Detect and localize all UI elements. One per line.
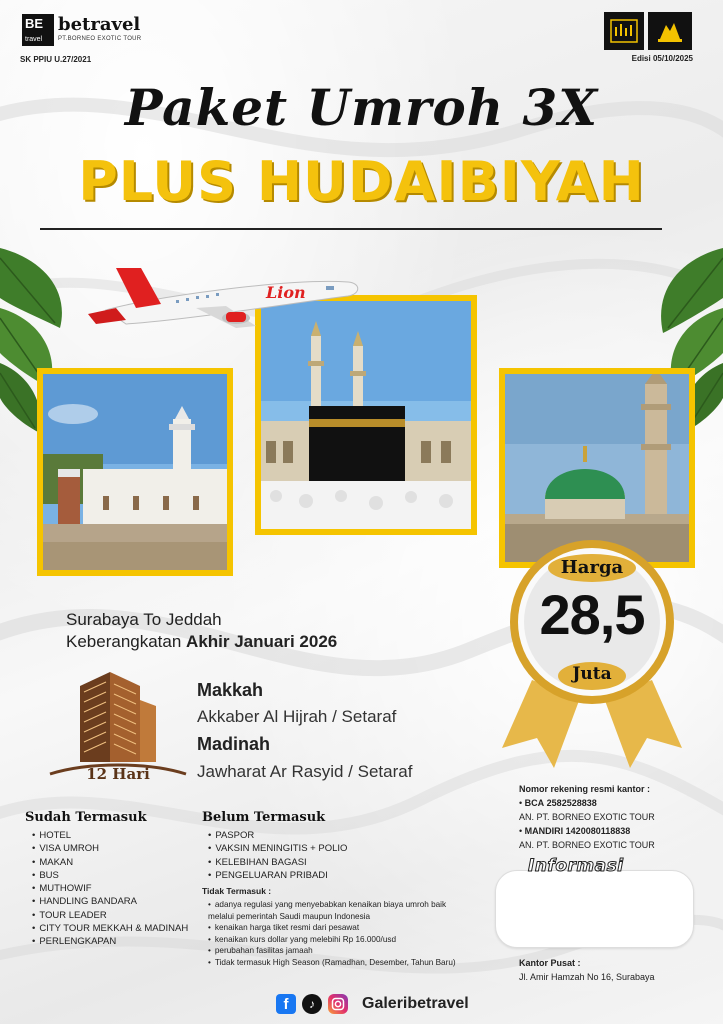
- bank-account-bca: • BCA 2582528838: [519, 798, 597, 808]
- departure-text: Keberangkatan Akhir Januari 2026: [66, 632, 338, 651]
- list-item: • PENGELUARAN PRIBADI: [208, 869, 347, 882]
- included-list: [32, 829, 188, 949]
- list-item: • kenaikan kurs dollar yang melebihi Rp 16.000/usd: [208, 934, 458, 946]
- bank-holder-mandiri: AN. PT. BORNEO EXOTIC TOUR: [519, 840, 655, 850]
- hotel-name-madinah: Jawharat Ar Rasyid / Setaraf: [197, 762, 413, 781]
- social-bar: [276, 994, 469, 1014]
- bank-title: Nomor rekening resmi kantor :: [519, 784, 651, 794]
- title-divider: [40, 228, 662, 230]
- edition-date: Edisi 05/10/2025: [631, 54, 693, 63]
- amphuri-badge-icon: [648, 12, 692, 50]
- svg-text:Lion: Lion: [266, 283, 306, 302]
- route-text: Surabaya To Jeddah: [66, 610, 222, 629]
- list-item: • MAKAN: [32, 856, 188, 869]
- photo-hudaibiyah-mosque: [37, 368, 233, 576]
- list-item: • MUTHOWIF: [32, 882, 188, 895]
- list-item: • BUS: [32, 869, 188, 882]
- brand-tagline: PT.BORNEO EXOTIC TOUR: [58, 36, 142, 42]
- photo-nabawi-mosque: [499, 368, 695, 568]
- office-address-text: Jl. Amir Hamzah No 16, Surabaya: [519, 972, 655, 982]
- list-item: • HANDLING BANDARA: [32, 895, 188, 908]
- hotel-city-madinah: Madinah: [197, 734, 271, 754]
- not-included-title: Tidak Termasuk :: [202, 886, 272, 896]
- price-amount: 28,5: [539, 583, 645, 646]
- office-title: Kantor Pusat :: [519, 958, 581, 968]
- price-unit: Juta: [572, 664, 612, 684]
- title-line-1: Paket Umroh 3X: [124, 78, 599, 137]
- list-item: • perubahan fasilitas jamaah: [208, 945, 458, 957]
- excluded-title: Belum Termasuk: [202, 810, 326, 825]
- list-item: • CITY TOUR MEKKAH & MADINAH: [32, 922, 188, 935]
- title-line-2: PLUS HUDAIBIYAH: [78, 150, 645, 213]
- list-item: • TOUR LEADER: [32, 909, 188, 922]
- list-item: • PASPOR: [208, 829, 347, 842]
- list-item: • HOTEL: [32, 829, 188, 842]
- information-box: [495, 870, 694, 948]
- list-item: • KELEBIHAN BAGASI: [208, 856, 347, 869]
- information-label: Informasi: [528, 856, 624, 876]
- instagram-icon[interactable]: [328, 994, 348, 1014]
- certification-badge-icon: [604, 12, 644, 50]
- tiktok-icon[interactable]: ♪: [302, 994, 322, 1014]
- bank-account-mandiri: • MANDIRI 1420080118838: [519, 826, 631, 836]
- brand-name: betravel: [58, 14, 141, 35]
- facebook-icon[interactable]: f: [276, 994, 296, 1014]
- included-title: Sudah Termasuk: [25, 810, 147, 825]
- list-item: • VAKSIN MENINGITIS + POLIO: [208, 842, 347, 855]
- social-handle[interactable]: Galeribetravel: [362, 995, 469, 1012]
- brand-logo-mark: BE travel: [22, 14, 54, 46]
- list-item: • adanya regulasi yang menyebabkan kenaikan biaya umroh baik melalui pemerintah Saudi maupun Indonesia: [208, 899, 458, 922]
- bank-holder-bca: AN. PT. BORNEO EXOTIC TOUR: [519, 812, 655, 822]
- not-included-list: [208, 899, 458, 969]
- list-item: • VISA UMROH: [32, 842, 188, 855]
- duration-label: 12 Hari: [86, 765, 150, 783]
- hotel-city-makkah: Makkah: [197, 680, 264, 700]
- departure-date: Akhir Januari 2026: [186, 632, 338, 651]
- bank-accounts: [519, 782, 715, 852]
- list-item: • PERLENGKAPAN: [32, 935, 188, 948]
- price-label: Harga: [560, 557, 624, 578]
- license-number: SK PPIU U.27/2021: [20, 55, 92, 64]
- office-address: [519, 956, 655, 984]
- excluded-list: [208, 829, 347, 882]
- list-item: • kenaikan harga tiket resmi dari pesawat: [208, 922, 458, 934]
- list-item: • Tidak termasuk High Season (Ramadhan, Desember, Tahun Baru): [208, 957, 458, 969]
- hotel-name-makkah: Akkaber Al Hijrah / Setaraf: [197, 707, 397, 726]
- airplane-icon: [86, 258, 362, 338]
